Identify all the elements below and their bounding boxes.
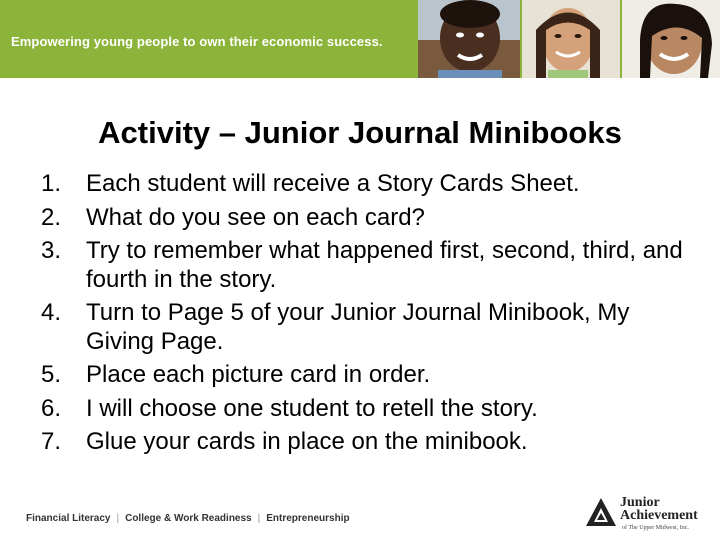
tagline: Empowering young people to own their economic success. <box>11 34 383 49</box>
student-photos <box>418 0 720 78</box>
footer-link-financial-literacy[interactable]: Financial Literacy <box>26 513 111 524</box>
header-banner <box>0 0 720 78</box>
footer-separator: | <box>257 513 261 524</box>
list-item-number: 1. <box>41 170 62 197</box>
footer-nav <box>26 513 350 524</box>
junior-achievement-triangle-icon <box>584 496 618 530</box>
list-item <box>41 204 701 233</box>
photo-strip <box>418 0 720 78</box>
list-item-text: Each student will receive a Story Cards Sheet. <box>86 170 580 197</box>
list-item-number: 6. <box>41 394 62 422</box>
list-item-text: Turn to Page 5 of your Junior Journal Minibook, My Giving Page. <box>86 299 630 355</box>
logo-line3: of The Upper Midwest, Inc. <box>622 525 689 531</box>
list-item-text: Try to remember what happened first, second, third, and fourth in the story. <box>86 237 683 293</box>
list-item-number: 2. <box>41 203 62 231</box>
list-item <box>41 237 701 294</box>
list-item-number: 3. <box>41 237 62 264</box>
list-item <box>41 361 701 390</box>
list-item <box>41 170 701 199</box>
list-item-text: I will choose one student to retell the story. <box>86 394 538 422</box>
list-item-number: 5. <box>41 361 62 388</box>
activity-steps-list <box>41 170 701 462</box>
list-item-number: 4. <box>41 299 62 326</box>
footer-link-college-work-readiness[interactable]: College & Work Readiness <box>125 513 252 524</box>
junior-achievement-logo <box>584 494 700 538</box>
list-item <box>41 428 701 457</box>
footer-link-entrepreneurship[interactable]: Entrepreneurship <box>266 513 350 524</box>
list-item <box>41 395 701 424</box>
list-item-text: What do you see on each card? <box>86 203 425 231</box>
list-item <box>41 299 701 356</box>
footer-separator: | <box>116 513 120 524</box>
slide-title: Activity – Junior Journal Minibooks <box>98 115 622 150</box>
list-item-number: 7. <box>41 428 62 455</box>
logo-line1: Junior <box>620 495 660 510</box>
list-item-text: Place each picture card in order. <box>86 361 431 388</box>
list-item-text: Glue your cards in place on the minibook. <box>86 428 528 455</box>
logo-line2: Achievement <box>620 508 698 523</box>
